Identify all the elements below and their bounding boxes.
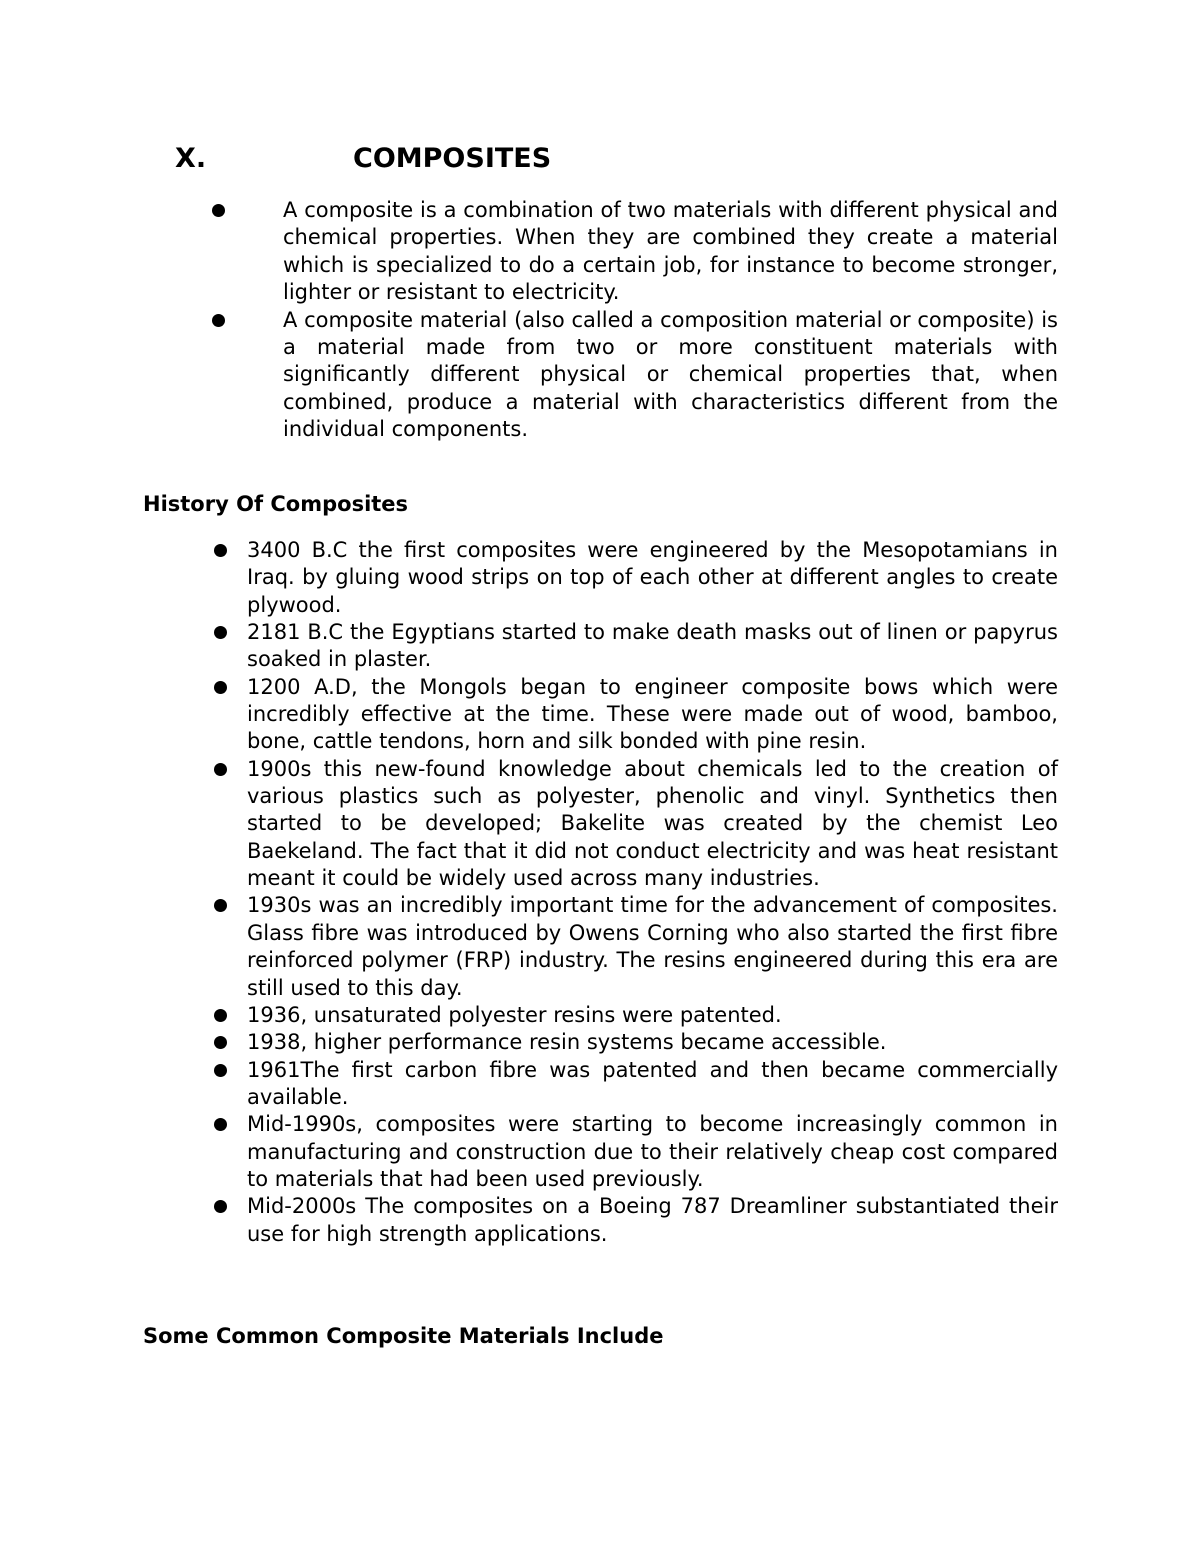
history-item-text: 1938, higher performance resin systems became accessible. [247, 1030, 887, 1055]
history-item [0, 1111, 1058, 1193]
history-item [0, 1029, 1058, 1056]
intro-item [0, 307, 1058, 444]
intro-item [0, 197, 1058, 307]
section-title: COMPOSITES [353, 143, 552, 174]
bullet-icon [214, 1009, 227, 1022]
bullet-icon [214, 544, 227, 557]
history-item [0, 619, 1058, 674]
history-item-text: 1936, unsaturated polyester resins were patented. [247, 1002, 782, 1027]
section-number: X. [175, 143, 207, 174]
bullet-icon [214, 1200, 227, 1213]
history-item-text: 1900s this new-found knowledge about chemicals led to the creation of various plastics such as polyester, phenolic and vinyl. Synthetics then started to be developed; Bakelite was created by the chemist Leo Baekeland. The fact that it did not conduct electricity and was heat resistant meant it could be widely used across many industries. [247, 756, 1058, 891]
bullet-icon [214, 1064, 227, 1077]
bullet-icon [214, 1118, 227, 1131]
history-item [0, 892, 1058, 1001]
history-item-text: Mid-1990s, composites were starting to become increasingly common in manufacturing and construction due to their relatively cheap cost compared to materials that had been used previously. [247, 1112, 1058, 1191]
history-item [0, 1002, 1058, 1029]
bullet-icon [214, 763, 227, 776]
history-item-text: Mid-2000s The composites on a Boeing 787 Dreamliner substantiated their use for high strength applications. [247, 1194, 1058, 1246]
history-item-text: 2181 B.C the Egyptians started to make death masks out of linen or papyrus soaked in plaster. [247, 620, 1058, 672]
intro-list [0, 197, 1200, 444]
history-item [0, 674, 1058, 756]
history-item [0, 1193, 1058, 1248]
bullet-icon [214, 899, 227, 912]
common-materials-heading: Some Common Composite Materials Include [143, 1324, 664, 1348]
history-item-text: 1961The first carbon fibre was patented and then became commercially available. [247, 1057, 1058, 1109]
bullet-icon [212, 204, 225, 217]
history-item-text: 3400 B.C the first composites were engineered by the Mesopotamians in Iraq. by gluing wood strips on top of each other at different angles to create plywood. [247, 538, 1058, 617]
history-item-text: 1200 A.D, the Mongols began to engineer composite bows which were incredibly effective at the time. These were made out of wood, bamboo, bone, cattle tendons, horn and silk bonded with pine resin. [247, 674, 1058, 754]
bullet-icon [214, 1036, 227, 1049]
history-heading: History Of Composites [143, 492, 409, 516]
intro-item-text: A composite is a combination of two materials with different physical and chemical properties. When they are combined they create a material which is specialized to do a certain job, for instance to become stronger, lighter or resistant to electricity. [283, 198, 1058, 305]
history-item-text: 1930s was an incredibly important time for the advancement of composites. Glass fibre was introduced by Owens Corning who also started the first fibre reinforced polymer (FRP) industry. The resins engineered during this era are still used to this day. [247, 893, 1058, 1000]
bullet-icon [212, 314, 225, 327]
history-item [0, 1057, 1058, 1112]
history-list [0, 537, 1200, 1248]
page-title [175, 142, 551, 176]
intro-item-text: A composite material (also called a composition material or composite) is a material made from two or more constituent materials with significantly different physical or chemical properties that, when combined, produce a material with characteristics different from the individual components. [283, 307, 1058, 442]
history-item [0, 756, 1058, 893]
history-item [0, 537, 1058, 619]
bullet-icon [214, 626, 227, 639]
bullet-icon [214, 681, 227, 694]
